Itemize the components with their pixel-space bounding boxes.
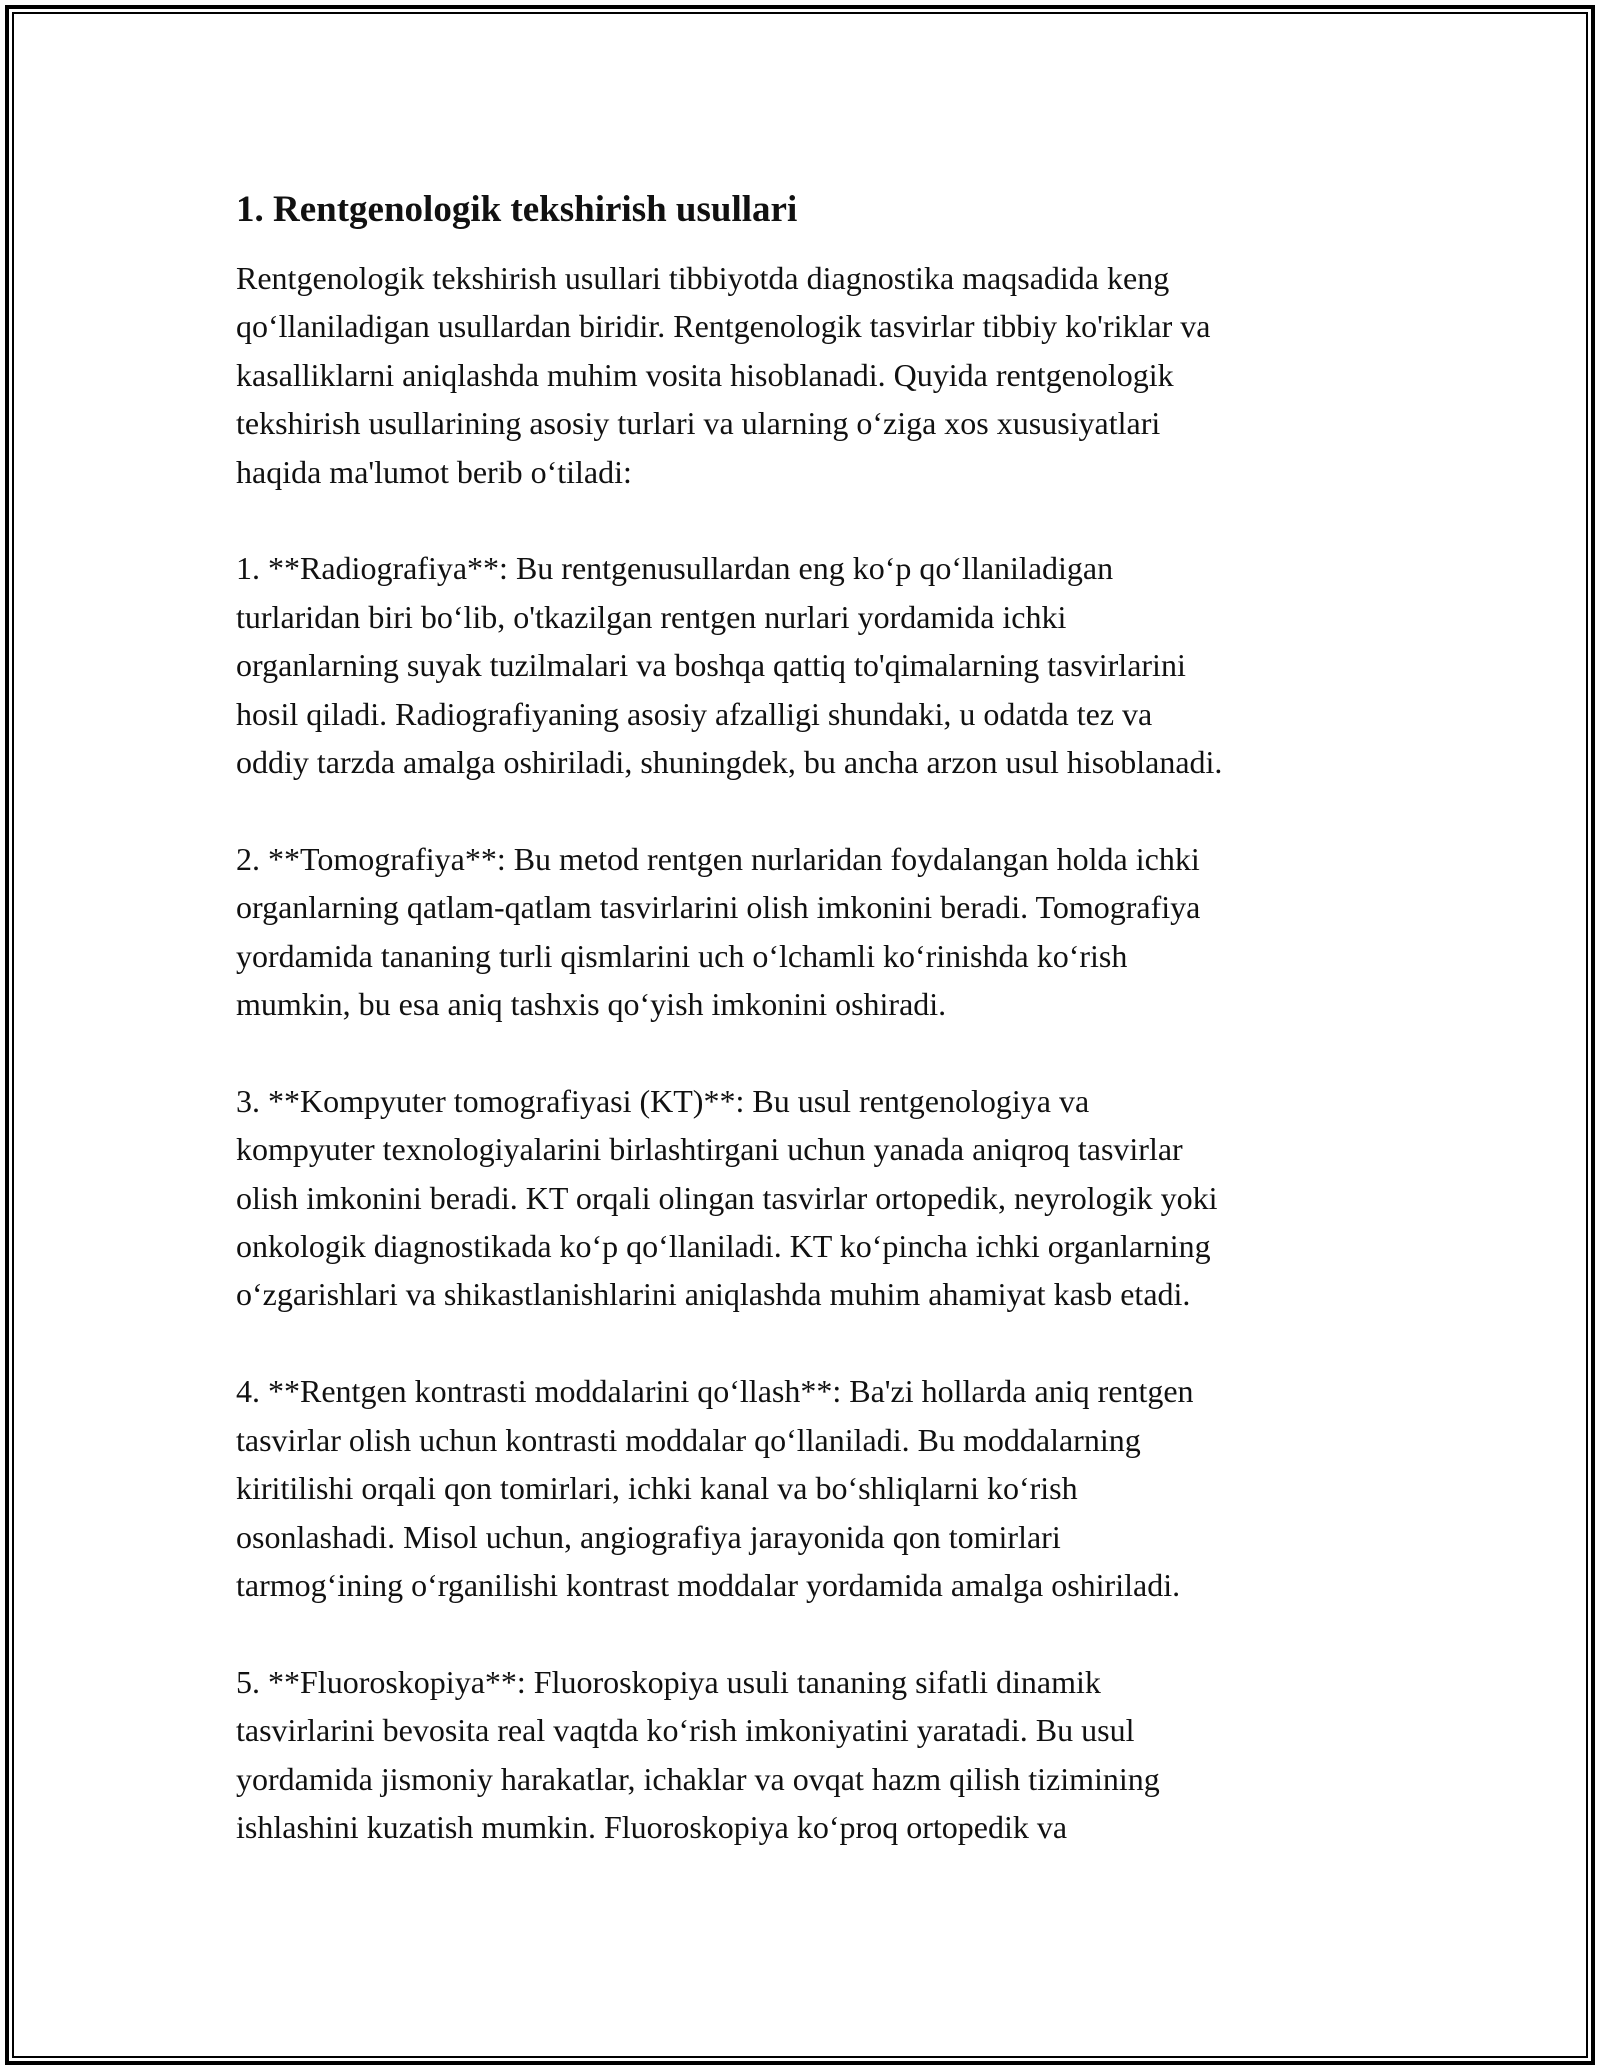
text-line: 1. **Radiografiya**: Bu rentgenusullardan eng ko‘p qo‘llaniladigan <box>236 550 1114 587</box>
document-title: 1. Rentgenologik tekshirish usullari <box>236 189 798 230</box>
text-line: organlarning suyak tuzilmalari va boshqa qattiq to'qimalarning tasvirlarini <box>236 647 1186 684</box>
text-line: Rentgenologik tekshirish usullari tibbiyotda diagnostika maqsadida keng <box>236 260 1170 296</box>
intro-paragraph <box>236 254 1386 496</box>
section-kompyuter-tomografiyasi <box>236 1077 1386 1319</box>
text-line: tasvirlar olish uchun kontrasti moddalar qo‘llaniladi. Bu moddalarning <box>236 1421 1141 1458</box>
text-line: 4. **Rentgen kontrasti moddalarini qo‘llash**: Ba'zi hollarda aniq rentgen <box>236 1373 1194 1410</box>
text-line: olish imkonini beradi. KT orqali olingan tasvirlar ortopedik, neyrologik yoki <box>236 1179 1218 1216</box>
text-line: yordamida jismoniy harakatlar, ichaklar va ovqat hazm qilish tizimining <box>236 1760 1160 1797</box>
text-line: ishlashini kuzatish mumkin. Fluoroskopiya ko‘proq ortopedik va <box>236 1808 1068 1845</box>
text-line: oddiy tarzda amalga oshiriladi, shuningdek, bu ancha arzon usul hisoblanadi. <box>236 744 1223 781</box>
text-line: 2. **Tomografiya**: Bu metod rentgen nurlaridan foydalangan holda ichki <box>236 840 1200 877</box>
section-rentgen-kontrasti <box>236 1367 1386 1609</box>
text-line: tasvirlarini bevosita real vaqtda ko‘rish imkoniyatini yaratadi. Bu usul <box>236 1712 1135 1749</box>
text-line: kiritilishi orqali qon tomirlari, ichki kanal va bo‘shliqlarni ko‘rish <box>236 1470 1078 1507</box>
text-line: 3. **Kompyuter tomografiyasi (KT)**: Bu usul rentgenologiya va <box>236 1082 1090 1119</box>
text-line: o‘zgarishlari va shikastlanishlarini aniqlashda muhim ahamiyat kasb etadi. <box>236 1276 1191 1313</box>
text-line: tarmog‘ining o‘rganilishi kontrast moddalar yordamida amalga oshiriladi. <box>236 1566 1181 1603</box>
text-line: kasalliklarni aniqlashda muhim vosita hisoblanadi. Quyida rentgenologik <box>236 356 1174 393</box>
document-body <box>236 186 1386 1900</box>
text-line: osonlashadi. Misol uchun, angiografiya jarayonida qon tomirlari <box>236 1518 1061 1555</box>
text-line: hosil qiladi. Radiografiyaning asosiy afzalligi shundaki, u odatda tez va <box>236 695 1153 732</box>
text-line: haqida ma'lumot berib o‘tiladi: <box>236 453 632 490</box>
text-line: turlaridan biri bo‘lib, o'tkazilgan rentgen nurlari yordamida ichki <box>236 598 1067 635</box>
text-line: qo‘llaniladigan usullardan biridir. Rentgenologik tasvirlar tibbiy ko'riklar va <box>236 308 1211 345</box>
text-line: onkologik diagnostikada ko‘p qo‘llaniladi. KT ko‘pincha ichki organlarning <box>236 1228 1211 1265</box>
section-tomografiya <box>236 835 1386 1029</box>
text-line: organlarning qatlam-qatlam tasvirlarini olish imkonini beradi. Tomografiya <box>236 889 1201 926</box>
text-line: mumkin, bu esa aniq tashxis qo‘yish imkonini oshiradi. <box>236 986 947 1023</box>
section-radiografiya <box>236 544 1386 786</box>
section-fluoroskopiya <box>236 1658 1386 1852</box>
text-line: tekshirish usullarining asosiy turlari va ularning o‘ziga xos xususiyatlari <box>236 405 1161 442</box>
text-line: kompyuter texnologiyalarini birlashtirgani uchun yanada aniqroq tasvirlar <box>236 1131 1183 1168</box>
text-line: 5. **Fluoroskopiya**: Fluoroskopiya usuli tananing sifatli dinamik <box>236 1663 1101 1700</box>
text-line: yordamida tananing turli qismlarini uch o‘lchamli ko‘rinishda ko‘rish <box>236 937 1128 974</box>
